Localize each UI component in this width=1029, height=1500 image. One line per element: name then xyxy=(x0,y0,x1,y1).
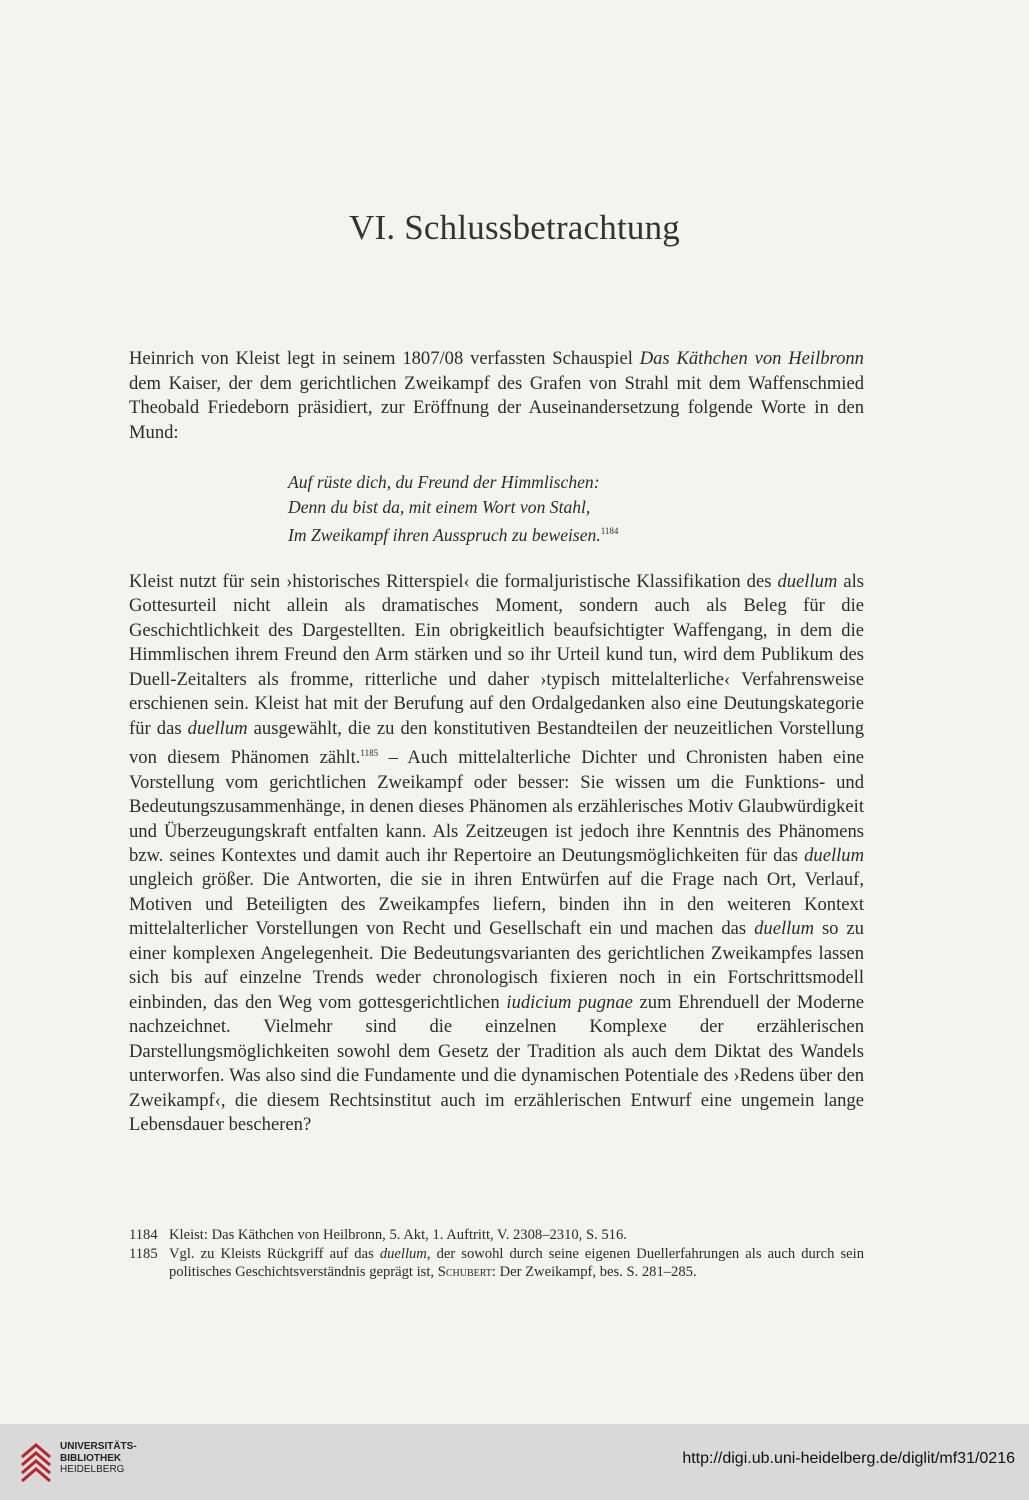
intro-paragraph xyxy=(129,347,864,445)
verse-line xyxy=(288,519,618,548)
verse-line: Auf rüste dich, du Freund der Himmlischen: xyxy=(288,472,600,492)
intro-text: dem Kaiser, der dem gerichtlichen Zweikampf des Grafen von Strahl mit dem Waffenschmied Theobald Friedeborn präsidiert, zur Eröffnung der Auseinandersetzung folgende Worte in den Mund: xyxy=(129,372,864,443)
latin-term: duellum xyxy=(754,918,814,940)
body-text: – Auch mittelalterliche Dichter und Chronisten haben eine Vorstellung vom gerichtlichen Zweikampf oder besser: Sie wissen um die Funktions- und Bedeutungszusammenhänge, in denen dieses Phänomen als erzählerisches Motiv Glaubwürdigkeit und Überzeugungskraft entfalten kann. Als Zeitzeugen ist jedoch ihre Kenntnis des Phänomens bzw. seines Kontextes und damit auch ihr Repertoire an Deutungsmöglichkeiten für das xyxy=(129,747,864,866)
latin-term: iudicium pugnae xyxy=(506,991,633,1013)
footnote-text: Kleist: Das Käthchen von Heilbronn, 5. Akt, 1. Auftritt, V. 2308–2310, S. 516. xyxy=(169,1227,627,1243)
library-name xyxy=(60,1441,137,1476)
work-title: Das Käthchen von Heilbronn xyxy=(639,348,864,369)
body-text: ausgewählt, die zu den konstitutiven Bestandteilen der neuzeitlichen Vorstellung von diesem Phänomen zählt. xyxy=(129,717,864,769)
library-name-line: HEIDELBERG xyxy=(60,1464,125,1475)
footnote-reference[interactable]: 1184 xyxy=(600,526,619,536)
latin-term: duellum xyxy=(379,1245,427,1262)
verse-line: Denn du bist da, mit einem Wort von Stahl, xyxy=(288,496,591,517)
verse-text: Im Zweikampf ihren Ausspruch zu beweisen. xyxy=(288,525,601,545)
library-name-line: UNIVERSITÄTS- xyxy=(60,1441,137,1452)
footnote-text xyxy=(169,1245,864,1282)
body-text: so zu einer komplexen Angelegenheit. Die Bedeutungsvarianten des gerichtlichen Zweikampfes lassen sich bis auf einzelne Trends weder chronologisch fixieren noch in ein Fortschrittsmodell einbinden, das den Weg vom gottesgerichtlichen xyxy=(129,918,864,1013)
footnote-reference[interactable]: 1185 xyxy=(360,748,379,759)
library-name-line: BIBLIOTHEK xyxy=(60,1452,122,1464)
latin-term: duellum xyxy=(804,844,864,866)
author-name: Schubert xyxy=(437,1264,492,1280)
body-text: zum Ehrenduell der Moderne nachzeichnet. Vielmehr sind die einzelnen Komplexe der erzählerischen Darstellungsmöglichkeiten sowohl dem Gesetz der Tradition als auch dem Diktat des Wandels unterworfen. Was also sind die Fundamente und die dynamischen Potentiale des ›Redens über den Zweikampf‹, die diesem Rechtsinstitut auch im erzählerischen Entwurf eine ungemein lange Lebensdauer bescheren? xyxy=(129,991,865,1135)
footnote-segment: : Der Zweikampf, bes. S. 281–285. xyxy=(491,1264,697,1280)
footnote-segment: , der sowohl durch seine eigenen Duellerfahrungen als auch durch sein politisches Geschichtsverständnis geprägt ist, xyxy=(169,1245,864,1280)
body-text: ungleich größer. Die Antworten, die sie in ihren Entwürfen auf die Frage nach Ort, Verlauf, Motiven und Beteiligten des Zweikampfes liefern, binden ihn in den weiteren Kontext mittelalterlicher Vorstellungen von Recht und Gesellschaft ein und machen das xyxy=(129,869,864,940)
library-logo-icon xyxy=(14,1437,58,1487)
intro-text: Heinrich von Kleist legt in seinem 1807/08 verfassten Schauspiel xyxy=(129,348,640,369)
footnote-segment: Vgl. zu Kleists Rückgriff auf das xyxy=(169,1245,380,1262)
source-url-link[interactable]: http://digi.ub.uni-heidelberg.de/diglit/mf31/0216 xyxy=(682,1450,1015,1467)
footer-bar xyxy=(0,1424,1029,1500)
chapter-title: VI. Schlussbetrachtung xyxy=(348,208,680,247)
footnote xyxy=(129,1226,864,1245)
latin-term: duellum xyxy=(777,571,838,592)
body-text: als Gottesurteil nicht allein als dramatisches Moment, sondern auch als Beleg für die Geschichtlichkeit des Dargestellten. Ein obrigkeitlich beaufsichtigter Waffengang, in dem die Himmlischen ihrem Freund den Arm stärken und so ihr Urteil kund tun, wird dem Publikum des Duell-Zeitalters als fromme, ritterliche und daher ›typisch mittelalterliche‹ Verfahrensweise erschienen sein. Kleist hat mit der Berufung auf den Ordalgedanken also eine Deutungskategorie für das xyxy=(129,571,864,739)
verse-quote xyxy=(288,470,618,548)
latin-term: duellum xyxy=(187,717,248,739)
footnote-number: 1184 xyxy=(129,1227,158,1243)
footnote xyxy=(129,1245,864,1282)
footnotes xyxy=(129,1226,864,1282)
main-paragraph xyxy=(129,570,864,1137)
body-text: Kleist nutzt für sein ›historisches Ritterspiel‹ die formaljuristische Klassifikation des xyxy=(129,571,778,592)
footnote-number: 1185 xyxy=(129,1245,158,1262)
